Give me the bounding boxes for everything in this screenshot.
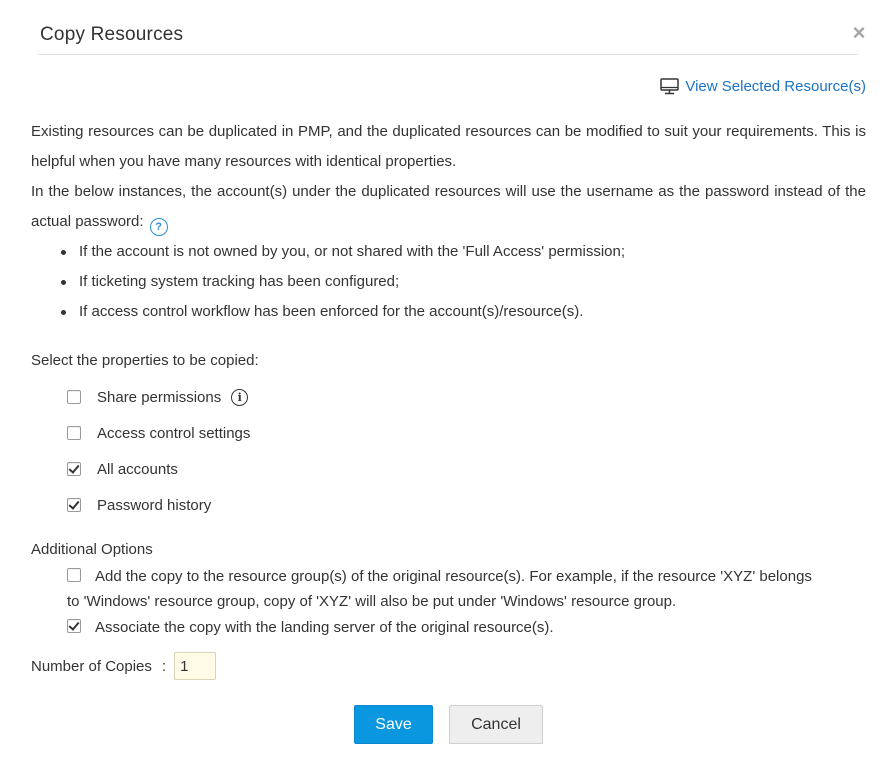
monitor-icon <box>660 78 679 95</box>
password-history-label: Password history <box>97 496 212 514</box>
password-history-checkbox[interactable] <box>67 498 81 512</box>
description-para-1: Existing resources can be duplicated in PMP, and the duplicated resources can be modified to suit your requirements. This is helpful when you have many resources with identical properties. <box>31 123 866 170</box>
description-para-2 <box>31 177 866 237</box>
view-selected-resources-link[interactable] <box>660 78 866 95</box>
properties-label: Select the properties to be copied: <box>31 352 259 369</box>
description <box>31 117 866 237</box>
landing-server-label: Associate the copy with the landing server of the original resource(s). <box>95 619 554 636</box>
close-icon[interactable]: × <box>852 20 866 45</box>
dialog-header <box>38 16 866 55</box>
add-to-group-label: Add the copy to the resource group(s) of the original resource(s). For example, if the resource 'XYZ' belongs to 'Windows' resource group, copy of 'XYZ' will also be put under 'Windows' resource group. <box>67 568 812 610</box>
list-item: If ticketing system tracking has been configured; <box>60 267 625 297</box>
property-all-accounts[interactable] <box>67 457 178 481</box>
conditions-list <box>60 237 625 327</box>
copies-input[interactable] <box>174 652 216 680</box>
access-control-label: Access control settings <box>97 424 251 442</box>
access-control-checkbox[interactable] <box>67 426 81 440</box>
help-icon[interactable]: ? <box>150 218 168 236</box>
info-icon[interactable]: i <box>231 389 248 406</box>
copies-label: Number of Copies <box>31 657 152 675</box>
save-button[interactable]: Save <box>354 705 433 744</box>
property-share-permissions[interactable] <box>67 385 248 409</box>
option-add-to-resource-group[interactable] <box>67 564 827 614</box>
number-of-copies <box>31 652 216 680</box>
add-to-group-checkbox[interactable] <box>67 568 81 582</box>
property-access-control[interactable] <box>67 421 250 445</box>
list-item: If access control workflow has been enforced for the account(s)/resource(s). <box>60 297 625 327</box>
option-associate-landing-server[interactable] <box>67 615 554 640</box>
list-item: If the account is not owned by you, or not shared with the 'Full Access' permission; <box>60 237 625 267</box>
description-para-2-text: In the below instances, the account(s) under the duplicated resources will use the username as the password instead of the actual password: <box>31 183 866 230</box>
view-link-label: View Selected Resource(s) <box>685 78 866 95</box>
additional-options-label: Additional Options <box>31 541 153 558</box>
property-password-history[interactable] <box>67 493 211 517</box>
share-permissions-checkbox[interactable] <box>67 390 81 404</box>
copies-separator: : <box>161 657 167 675</box>
cancel-button[interactable]: Cancel <box>449 705 543 744</box>
all-accounts-checkbox[interactable] <box>67 462 81 476</box>
dialog-title: Copy Resources <box>40 24 184 45</box>
landing-server-checkbox[interactable] <box>67 619 81 633</box>
share-permissions-label: Share permissions <box>97 388 222 406</box>
all-accounts-label: All accounts <box>97 460 178 478</box>
